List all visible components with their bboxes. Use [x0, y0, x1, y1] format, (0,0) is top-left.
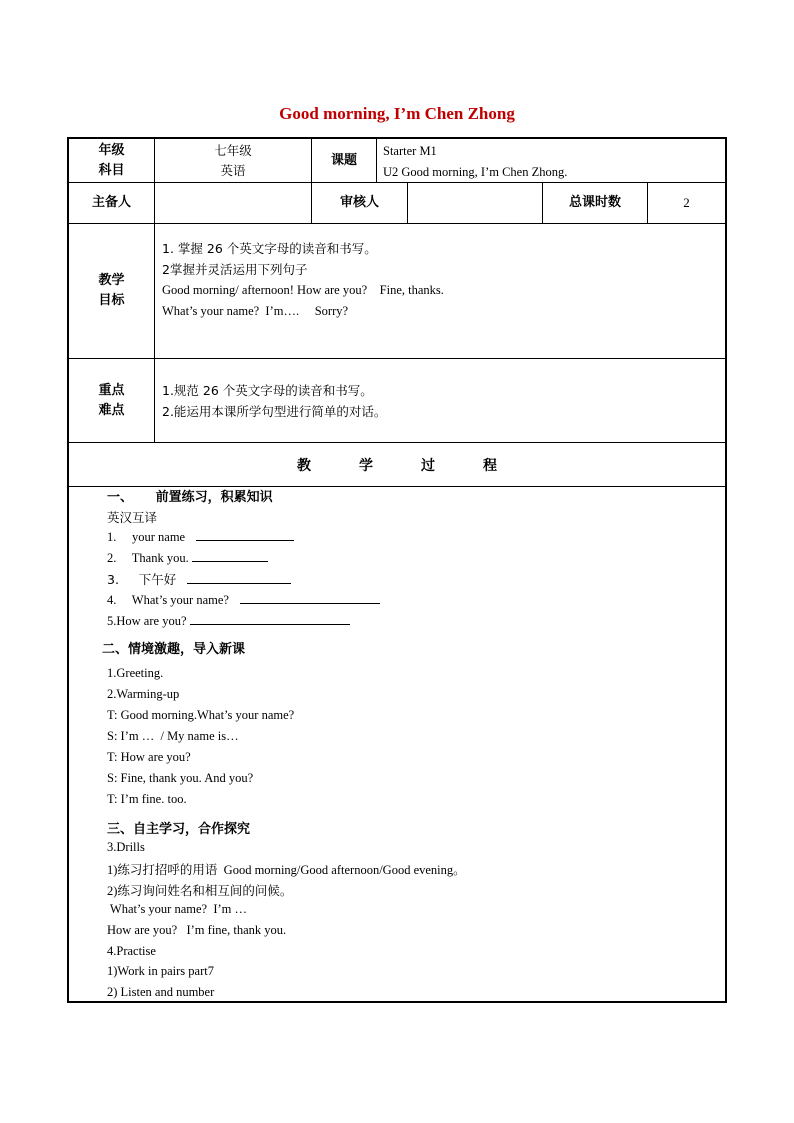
preparer-value-cell — [155, 183, 312, 223]
reviewer-value-cell — [408, 183, 543, 223]
section-2-line: S: Fine, thank you. And you? — [107, 771, 254, 785]
answer-blank — [190, 612, 350, 625]
section-2-line: 2.Warming-up — [107, 687, 180, 701]
section-3-line: 2) Listen and number — [107, 985, 215, 999]
exercise-text: 1. your name — [107, 530, 186, 544]
exercise-text: 5.How are you? — [107, 614, 187, 628]
section-2-line: S: I’m … / My name is… — [107, 729, 239, 743]
hours-label-cell — [543, 183, 648, 223]
process-heading-char: 学 — [359, 458, 373, 474]
grade-label: 年级 — [98, 142, 125, 158]
keypoints-label-line-1: 重点 — [98, 382, 125, 398]
row-preparer — [69, 183, 725, 224]
keypoint-item: 2.能运用本课所学句型进行简单的对话。 — [162, 404, 387, 419]
section-2-line: T: Good morning.What’s your name? — [107, 708, 295, 722]
answer-blank — [240, 591, 380, 604]
answer-blank — [187, 571, 291, 584]
exercise-item — [107, 549, 268, 566]
exercise-text: 3. 下午好 — [107, 572, 177, 587]
subject-value: 英语 — [220, 162, 246, 178]
objectives-label-line-1: 教学 — [98, 273, 125, 288]
grade-value: 七年级 — [214, 142, 252, 158]
lesson-plan-table — [67, 137, 727, 1003]
section-3-line: How are you? I’m fine, thank you. — [107, 923, 287, 937]
preparer-label-cell — [69, 183, 155, 223]
exercise-item — [107, 570, 291, 588]
keypoints-content-cell — [155, 359, 725, 442]
grade-subject-label-cell — [69, 139, 155, 182]
document-title: Good morning, I’m Chen Zhong — [279, 104, 515, 123]
topic-label: 课题 — [330, 152, 357, 168]
exercise-item — [107, 591, 380, 608]
objective-item: Good morning/ afternoon! How are you? Fine, thanks. — [162, 283, 444, 297]
keypoint-item: 1.规范 26 个英文字母的读音和书写。 — [162, 383, 373, 398]
row-process-heading — [69, 443, 725, 487]
section-2-title: 二、情境激趣，导入新课 — [102, 642, 246, 657]
hours-value: 2 — [683, 195, 690, 210]
row-grade-topic — [69, 139, 725, 183]
row-objectives — [69, 224, 725, 359]
section-2-line: T: How are you? — [107, 750, 191, 764]
objectives-label-cell — [69, 224, 155, 358]
section-3-line: What’s your name? I’m … — [107, 902, 248, 916]
section-3-line: 1)练习打招呼的用语 Good morning/Good afternoon/Good evening。 — [107, 863, 466, 877]
exercise-text: 4. What’s your name? — [107, 593, 229, 607]
topic-line-1: Starter M1 — [383, 144, 437, 158]
topic-value-cell — [377, 139, 725, 182]
answer-blank — [196, 528, 294, 541]
section-2-line: T: I’m fine. too. — [107, 792, 187, 806]
objectives-content-cell — [155, 224, 725, 358]
objective-item: 2掌握并灵活运用下列句子 — [162, 262, 308, 277]
exercise-text: 2. Thank you. — [107, 551, 189, 565]
section-2-line: 1.Greeting. — [107, 666, 164, 680]
exercise-item — [107, 612, 350, 629]
row-keypoints — [69, 359, 725, 443]
section-1-title: 一、 前置练习，积累知识 — [107, 490, 273, 505]
answer-blank — [192, 549, 268, 562]
section-3-line: 3.Drills — [107, 840, 145, 854]
topic-label-cell — [312, 139, 377, 182]
hours-label: 总课时数 — [568, 195, 621, 210]
objective-item: 1. 掌握 26 个英文字母的读音和书写。 — [162, 241, 377, 256]
section-1-subtitle: 英汉互译 — [107, 510, 158, 525]
hours-value-cell — [648, 183, 725, 223]
section-3-title: 三、自主学习，合作探究 — [107, 822, 251, 837]
reviewer-label: 审核人 — [339, 195, 379, 210]
topic-line-2: U2 Good morning, I’m Chen Zhong. — [383, 165, 568, 179]
objective-item: What’s your name? I’m…. Sorry? — [162, 304, 349, 318]
reviewer-label-cell — [312, 183, 408, 223]
preparer-label: 主备人 — [91, 195, 131, 210]
exercise-item — [107, 528, 294, 545]
grade-subject-value-cell — [155, 139, 312, 182]
process-heading — [69, 443, 725, 487]
subject-label: 科目 — [98, 162, 125, 178]
section-3-line: 2)练习询问姓名和相互间的问候。 — [107, 884, 293, 898]
keypoints-label-line-2: 难点 — [98, 402, 125, 418]
keypoints-label-cell — [69, 359, 155, 442]
section-3-line: 4.Practise — [107, 944, 156, 958]
process-heading-char: 教 — [297, 458, 311, 474]
objectives-label-line-2: 目标 — [98, 293, 125, 308]
process-heading-char: 程 — [483, 458, 497, 474]
section-3-line: 1)Work in pairs part7 — [107, 964, 214, 978]
process-heading-char: 过 — [421, 458, 435, 474]
